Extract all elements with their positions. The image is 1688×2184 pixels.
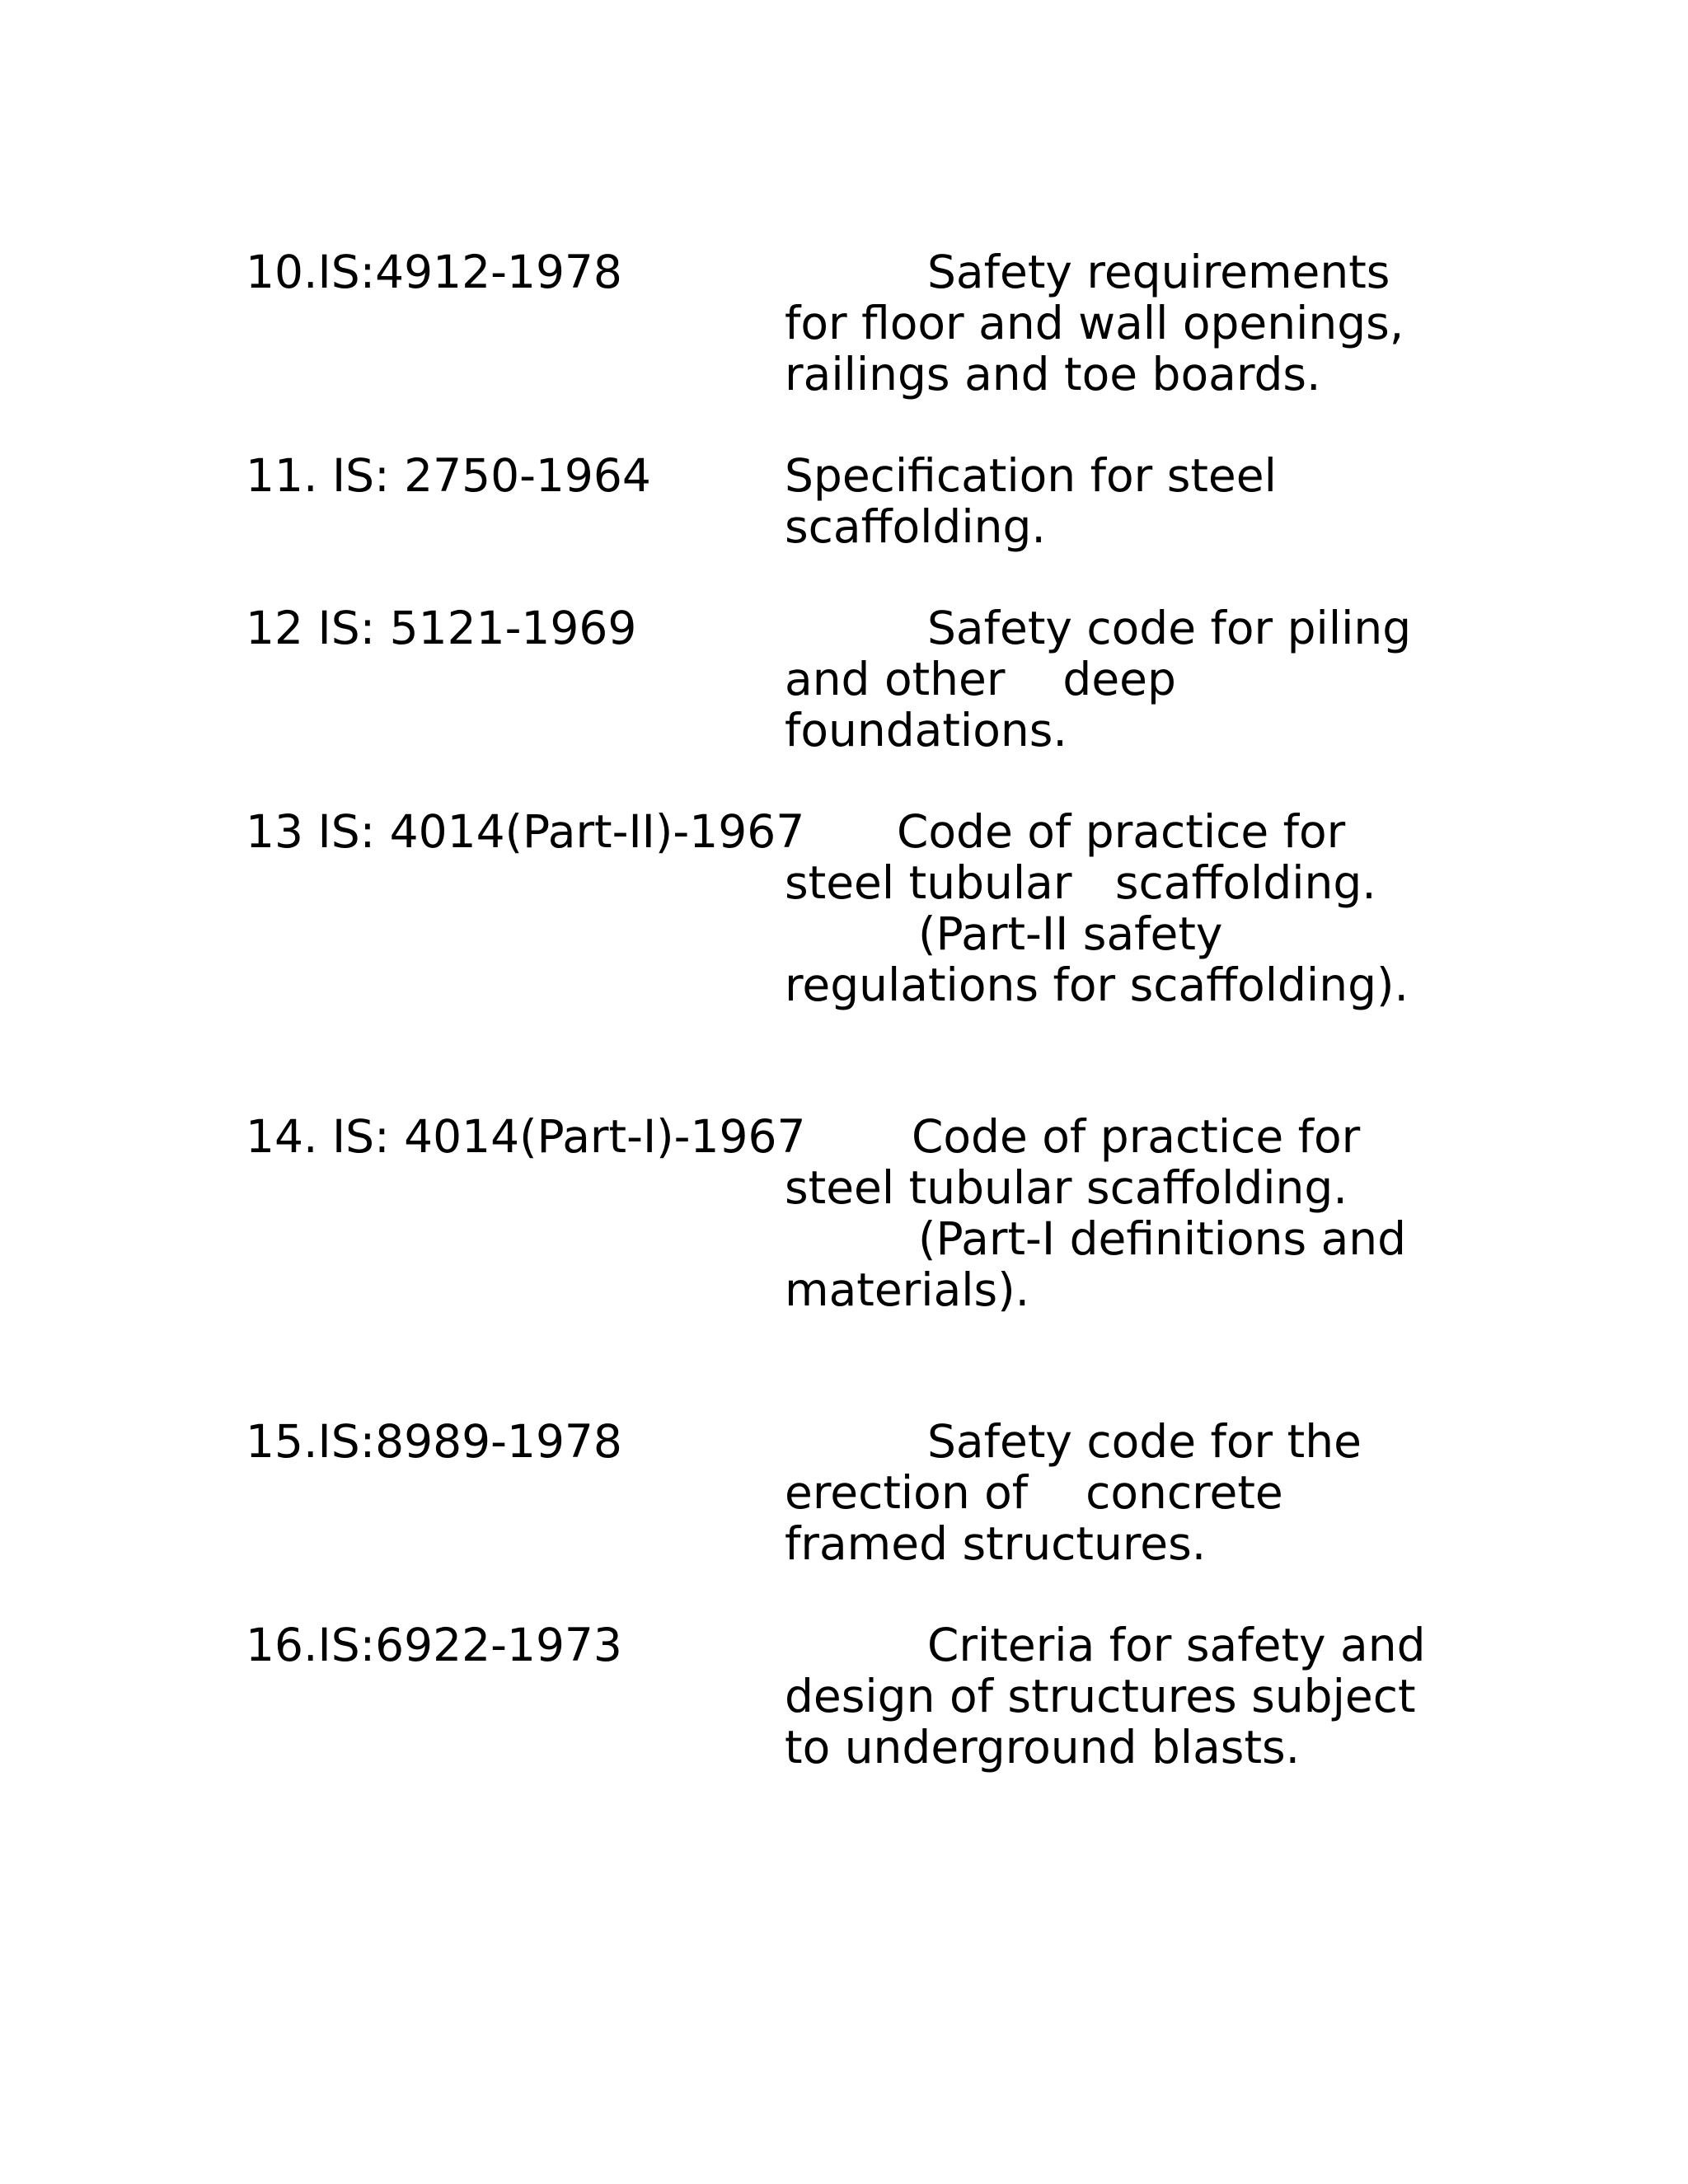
standard-description-line: Safety code for the [927,1415,1362,1468]
standard-description-line: regulations for scaffolding). [785,958,1409,1011]
standard-description-line: materials). [785,1263,1030,1316]
standard-description-line: for floor and wall openings, [785,297,1404,349]
standard-description-line: Criteria for safety and [927,1619,1426,1671]
standard-description-line: scaffolding. [785,500,1046,553]
standard-description-line: and other deep [785,653,1176,705]
standard-code: 16.IS:6922-1973 [246,1619,622,1671]
standard-code: 12 IS: 5121-1969 [246,602,637,654]
standard-description-line: Code of practice for [912,1110,1361,1163]
standard-description-line: (Part-II safety [918,907,1223,960]
standard-code: 11. IS: 2750-1964 [246,449,651,502]
standard-description-line: steel tubular scaffolding. [785,856,1376,909]
standard-code: 10.IS:4912-1978 [246,246,622,298]
standard-description-line: foundations. [785,704,1067,757]
standard-code: 13 IS: 4014(Part-II)-1967 [246,805,805,858]
standard-description-line: Safety requirements [927,246,1390,298]
standard-description-line: Specification for steel [785,449,1277,502]
standard-description-line: steel tubular scaffolding. [785,1161,1348,1214]
standard-description-line: (Part-I definitions and [918,1212,1407,1265]
standard-description-line: Code of practice for [897,805,1346,858]
standard-description-line: to underground blasts. [785,1721,1301,1774]
standard-description-line: design of structures subject [785,1670,1416,1722]
standard-code: 14. IS: 4014(Part-I)-1967 [246,1110,806,1163]
standard-description-line: Safety code for piling [927,602,1412,654]
standard-description-line: framed structures. [785,1517,1207,1570]
standard-description-line: railings and toe boards. [785,348,1321,401]
standard-description-line: erection of concrete [785,1466,1283,1519]
standard-code: 15.IS:8989-1978 [246,1415,622,1468]
